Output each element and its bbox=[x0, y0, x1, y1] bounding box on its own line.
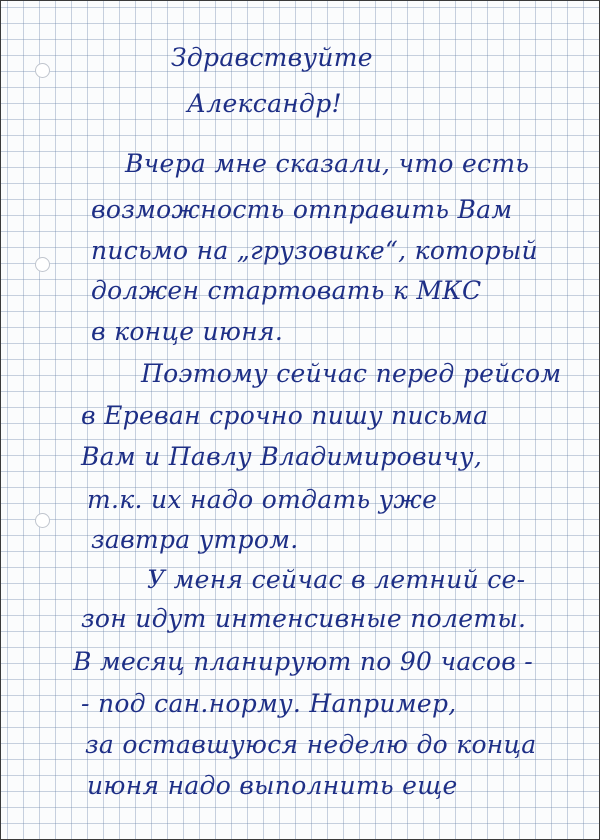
letter-line: В месяц планируют по 90 часов - bbox=[73, 647, 534, 676]
letter-line: за оставшуюся неделю до конца bbox=[85, 730, 537, 759]
letter-line: должен стартовать к МКС bbox=[91, 276, 482, 305]
binder-hole bbox=[35, 513, 50, 528]
letter-line: в конце июня. bbox=[91, 317, 284, 346]
addressee: Александр! bbox=[187, 89, 342, 118]
letter-line: У меня сейчас в летний се- bbox=[147, 565, 526, 594]
letter-line: - под сан.норму. Например, bbox=[81, 689, 457, 718]
letter-line: т.к. их надо отдать уже bbox=[87, 485, 438, 514]
letter-line: возможность отправить Вам bbox=[91, 195, 513, 224]
greeting: Здравствуйте bbox=[171, 43, 373, 72]
letter-line: Поэтому сейчас перед рейсом bbox=[141, 359, 562, 388]
letter-line: завтра утром. bbox=[91, 525, 299, 554]
letter-line: в Ереван срочно пишу письма bbox=[81, 401, 489, 430]
letter-line: Вчера мне сказали, что есть bbox=[125, 149, 530, 178]
letter-line: зон идут интенсивные полеты. bbox=[81, 604, 527, 633]
letter-line: Вам и Павлу Владимировичу, bbox=[81, 442, 483, 471]
letter-line: июня надо выполнить еще bbox=[87, 771, 458, 800]
letter-line: письмо на „грузовике“, который bbox=[91, 236, 538, 265]
binder-hole bbox=[35, 257, 50, 272]
binder-hole bbox=[35, 63, 50, 78]
